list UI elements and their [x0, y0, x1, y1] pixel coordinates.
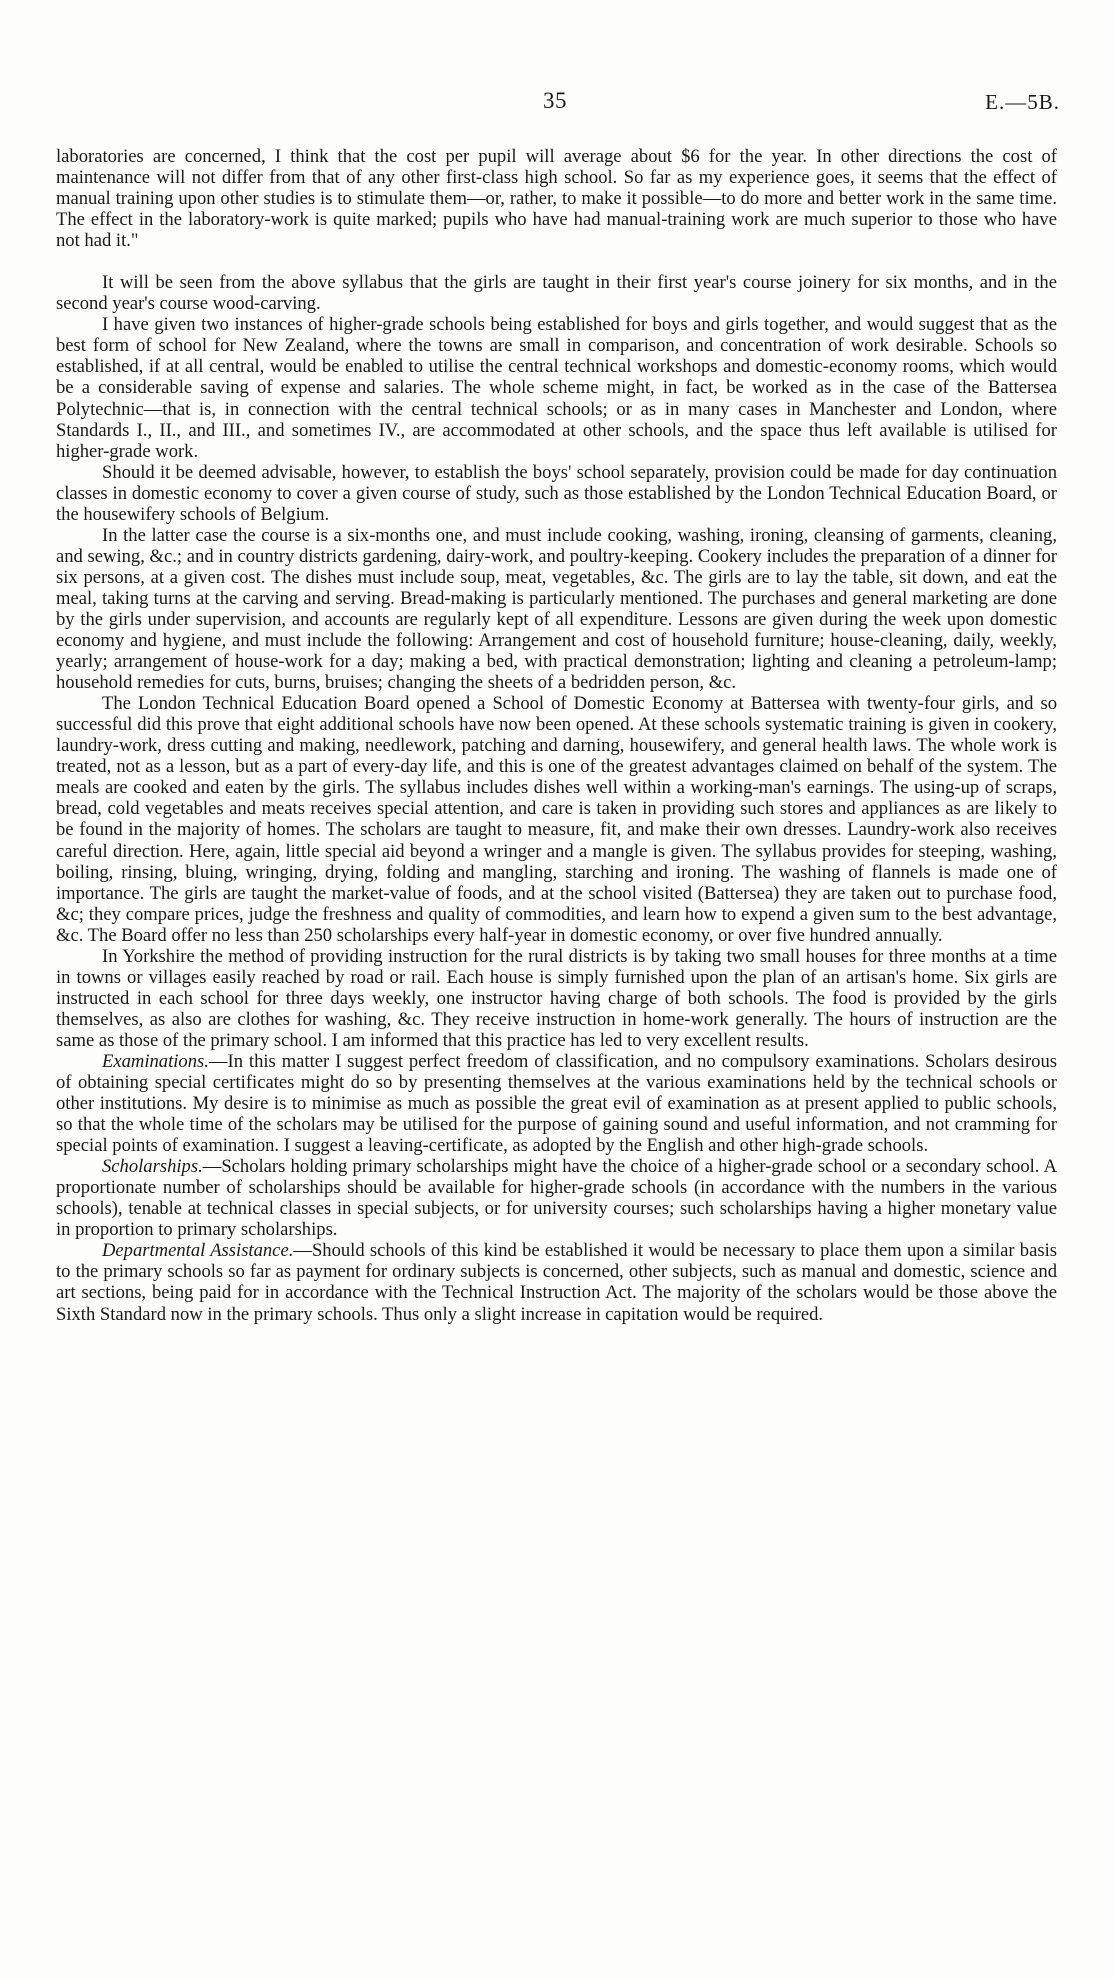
paragraph-london-technical-board: The London Technical Education Board opened a School of Domestic Economy at Battersea with twenty-four girls, and so successful did this prove that eight additional schools have now been opened. At these schools systematic training is given in cookery, laundry-work, dress cutting and making, needlework, patching and darning, housewifery, and general health laws. The whole work is treated, not as a lesson, but as a part of every-day life, and this is one of the greatest advantages claimed on behalf of the system. The meals are cooked and eaten by the girls. The syllabus includes dishes well within a working-man's earnings. The using-up of scraps, bread, cold vegetables and meats receives special attention, and care is taken in providing such stores and appliances as are likely to be found in the majority of homes. The scholars are taught to measure, fit, and make their own dresses. Laundry-work also receives careful direction. Here, again, little special aid beyond a wringer and a mangle is given. The syllabus provides for steeping, washing, boiling, rinsing, bluing, wringing, drying, folding and mangling, starching and ironing. The washing of flannels is made one of importance. The girls are taught the market-value of foods, and at the school visited (Battersea) they are taken out to purchase food, &c; they compare prices, judge the freshness and quality of commodities, and learn how to expend a given sum to the best advantage, &c. The Board offer no less than 250 scholarships every half-year in domestic economy, or over five hundred annually. [56, 693, 1057, 946]
section-heading-examinations: Examinations. [102, 1050, 209, 1072]
paragraph-six-months-course: In the latter case the course is a six-months one, and must include cooking, washing, ironing, cleansing of garments, cleaning, and sewing, &c.; and in country districts gardening, dairy-work, and poultry-keeping. Cookery includes the preparation of a dinner for six persons, at a given cost. The dishes must include soup, meat, vegetables, &c. The girls are to lay the table, sit down, and eat the meal, taking turns at the carving and serving. Bread-making is particularly mentioned. The purchases and general marketing are done by the girls under supervision, and accounts are regularly kept of all expenditure. Lessons are given during the week upon domestic economy and hygiene, and must include the following: Arrangement and cost of household furniture; house-cleaning, daily, weekly, yearly; arrangement of house-work for a day; making a bed, with practical demonstration; lighting and cleaning a petroleum-lamp; household remedies for cuts, burns, bruises; changing the sheets of a bedridden person, &c. [56, 524, 1057, 694]
paragraph-scholarships-text: —Scholars holding primary scholarships might have the choice of a higher-grade school or a secondary school. A proportionate number of scholarships should be available for higher-grade schools (in accordance with the numbers in the various schools), tenable at technical classes in special subjects, or for university courses; such scholarships having a higher monetary value in proportion to primary scholarships. [56, 1156, 1057, 1241]
body-text [56, 146, 1057, 1325]
paragraph-scholarships [56, 1156, 1057, 1240]
paragraph-syllabus-girls: It will be seen from the above syllabus that the girls are taught in their first year's course joinery for six months, and in the second year's course wood-carving. [56, 272, 1057, 315]
paragraph-examinations-text: —In this matter I suggest perfect freedom of classification, and no compulsory examinations. Scholars desirous of obtaining special certificates might do so by presenting themselves at the various examinations held by the technical schools or other institutions. My desire is to minimise as much as possible the great evil of examination as at present applied to public schools, so that the whole time of the scholars may be utilised for the purpose of gaining sound and useful information, and not cramming for special points of examination. I suggest a leaving-certificate, as adopted by the English and other high-grade schools. [56, 1050, 1057, 1157]
paragraph-departmental-assistance-text: —Should schools of this kind be established it would be necessary to place them upon a similar basis to the primary schools so far as payment for ordinary subjects is concerned, other subjects, such as manual and domestic, science and art sections, being paid for in accordance with the Technical Instruction Act. The majority of the scholars would be those above the Sixth Standard now in the primary schools. Thus only a slight increase in capitation would be required. [56, 1240, 1057, 1325]
paragraph-boys-school-separately: Should it be deemed advisable, however, to establish the boys' school separately, provision could be made for day continuation classes in domestic economy to cover a given course of study, such as those established by the London Technical Education Board, or the housewifery schools of Belgium. [56, 461, 1057, 525]
document-reference: E.—5B. [985, 90, 1060, 114]
section-heading-scholarships: Scholarships. [102, 1156, 203, 1178]
paragraph-quote-continuation: laboratories are concerned, I think that the cost per pupil will average about $6 for the year. In other directions the cost of maintenance will not differ from that of any other first-class high school. So far as my experience goes, it seems that the effect of manual training upon other studies is to stimulate them—or, rather, to make it possible—to do more and better work in the same time. The effect in the laboratory-work is quite marked; pupils who have had manual-training work are much superior to those who have not had it." [56, 146, 1057, 252]
paragraph-departmental-assistance [56, 1240, 1057, 1324]
section-heading-departmental-assistance: Departmental Assistance. [102, 1240, 294, 1262]
page-number: 35 [543, 88, 567, 113]
paragraph-examinations [56, 1051, 1057, 1156]
paragraph-yorkshire: In Yorkshire the method of providing instruction for the rural districts is by taking two small houses for three months at a time in towns or villages easily reached by road or rail. Each house is simply furnished upon the plan of an artisan's home. Six girls are instructed in each school for three days weekly, one instructor having charge of both schools. The food is provided by the girls themselves, as also are clothes for washing, &c. They receive instruction in home-work generally. The hours of instruction are the same as those of the primary school. I am informed that this practice has led to very excellent results. [56, 945, 1057, 1051]
paragraph-higher-grade-schools: I have given two instances of higher-grade schools being established for boys and girls together, and would suggest that as the best form of school for New Zealand, where the towns are small in comparison, and concentration of work desirable. Schools so established, if at all central, would be enabled to utilise the central technical workshops and domestic-economy rooms, which would be a considerable saving of expense and salaries. The whole scheme might, in fact, be worked as in the case of the Battersea Polytechnic—that is, in connection with the central technical schools; or as in many cases in Manchester and London, where Standards I., II., and III., and sometimes IV., are accommodated at other schools, and the space thus left available is utilised for higher-grade work. [56, 314, 1057, 462]
